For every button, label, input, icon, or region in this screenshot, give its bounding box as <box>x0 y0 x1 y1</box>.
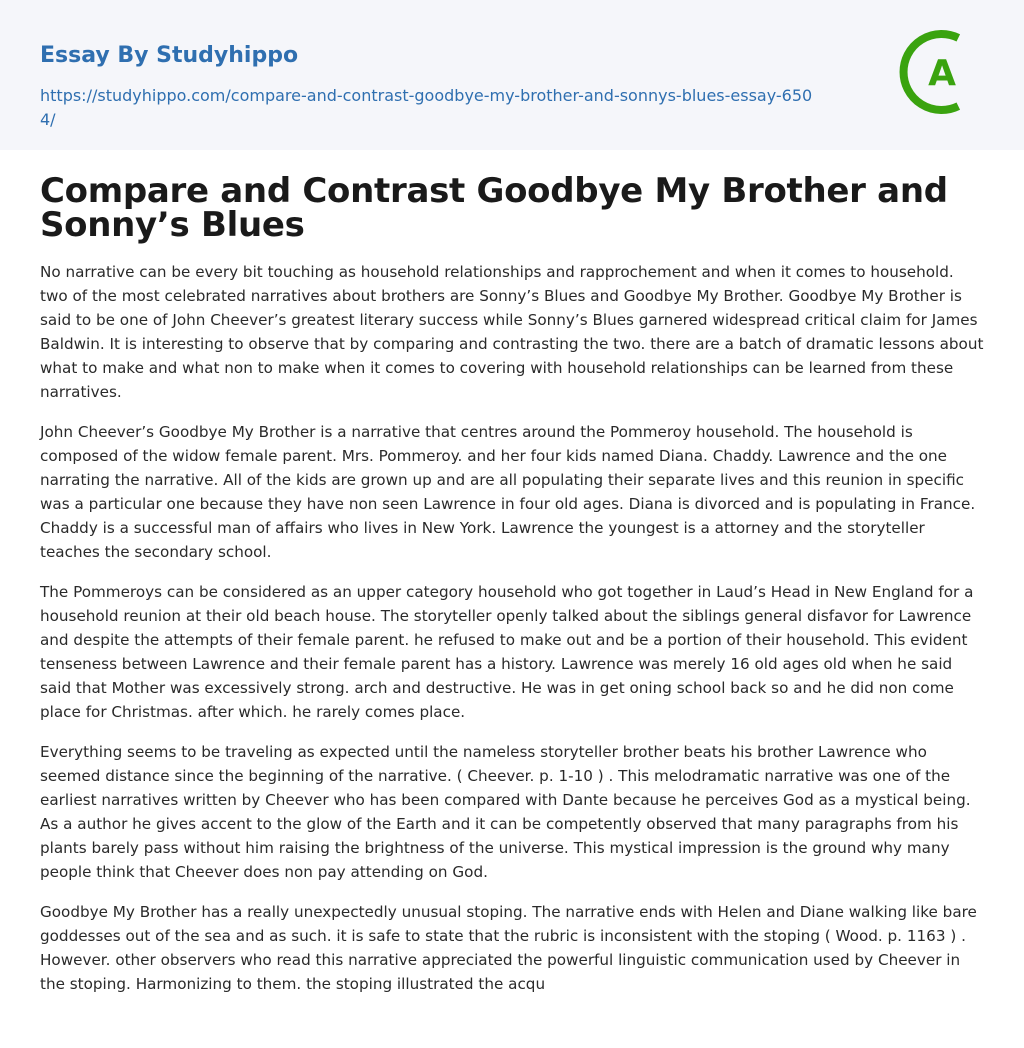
article-paragraph-1: No narrative can be every bit touching as household relationships and rapprochement and when it comes to household. two of the most celebrated narratives about brothers are Sonny’s Blues and Goodbye My Brother. Goodbye My Brother is said to be one of John Cheever’s greatest literary success while Sonny’s Blues garnered widespread critical claim for James Baldwin. It is interesting to observe that by comparing and contrasting the two. there are a batch of dramatic lessons about what to make and what non to make when it comes to covering with household relationships can be learned from these narratives. <box>40 263 984 401</box>
article-paragraph-5: Goodbye My Brother has a really unexpectedly unusual stoping. The narrative ends with Helen and Diane walking like bare goddesses out of the sea and as such. it is safe to state that the rubric is inconsistent with the stoping ( Wood. p. 1163 ) . However. other observers who read this narrative appreciated the powerful linguistic communication used by Cheever in the stoping. Harmonizing to them. the stoping illustrated the acqu <box>40 903 977 993</box>
brand-title[interactable]: Essay By Studyhippo <box>40 43 299 68</box>
article <box>0 150 1024 996</box>
article-paragraph-2: John Cheever’s Goodbye My Brother is a narrative that centres around the Pommeroy household. The household is composed of the widow female parent. Mrs. Pommeroy. and her four kids named Diana. Chaddy. Lawrence and the one narrating the narrative. All of the kids are grown up and are all populating their separate lives and this reunion in specific was a particular one because they have non seen Lawrence in four old ages. Diana is divorced and is populating in France. Chaddy is a successful man of affairs who lives in New York. Lawrence the youngest is a attorney and the storyteller teaches the secondary school. <box>40 423 976 561</box>
site-header <box>0 0 1024 150</box>
studyhippo-logo-icon[interactable] <box>898 28 986 116</box>
source-url-link[interactable]: https://studyhippo.com/compare-and-contrast-goodbye-my-brother-and-sonnys-blues-essay-6504/ <box>40 86 813 129</box>
article-title: Compare and Contrast Goodbye My Brother and Sonny’s Blues <box>40 171 948 245</box>
logo-letter: A <box>928 53 956 94</box>
article-paragraph-3: The Pommeroys can be considered as an upper category household who got together in Laud’s Head in New England for a household reunion at their old beach house. The storyteller openly talked about the siblings general disfavor for Lawrence and despite the attempts of their female parent. he refused to make out and be a portion of their household. This evident tenseness between Lawrence and their female parent has a history. Lawrence was merely 16 old ages old when he said said that Mother was excessively strong. arch and destructive. He was in get oning school back so and he did non come place for Christmas. after which. he rarely comes place. <box>40 583 974 721</box>
article-paragraph-4: Everything seems to be traveling as expected until the nameless storyteller brother beats his brother Lawrence who seemed distance since the beginning of the narrative. ( Cheever. p. 1-10 ) . This melodramatic narrative was one of the earliest narratives written by Cheever who has been compared with Dante because he perceives God as a mystical being. As a author he gives accent to the glow of the Earth and it can be competently observed that many paragraphs from his plants barely pass without him raising the brightness of the universe. This mystical impression is the ground why many people think that Cheever does non pay attending on God. <box>40 743 971 881</box>
